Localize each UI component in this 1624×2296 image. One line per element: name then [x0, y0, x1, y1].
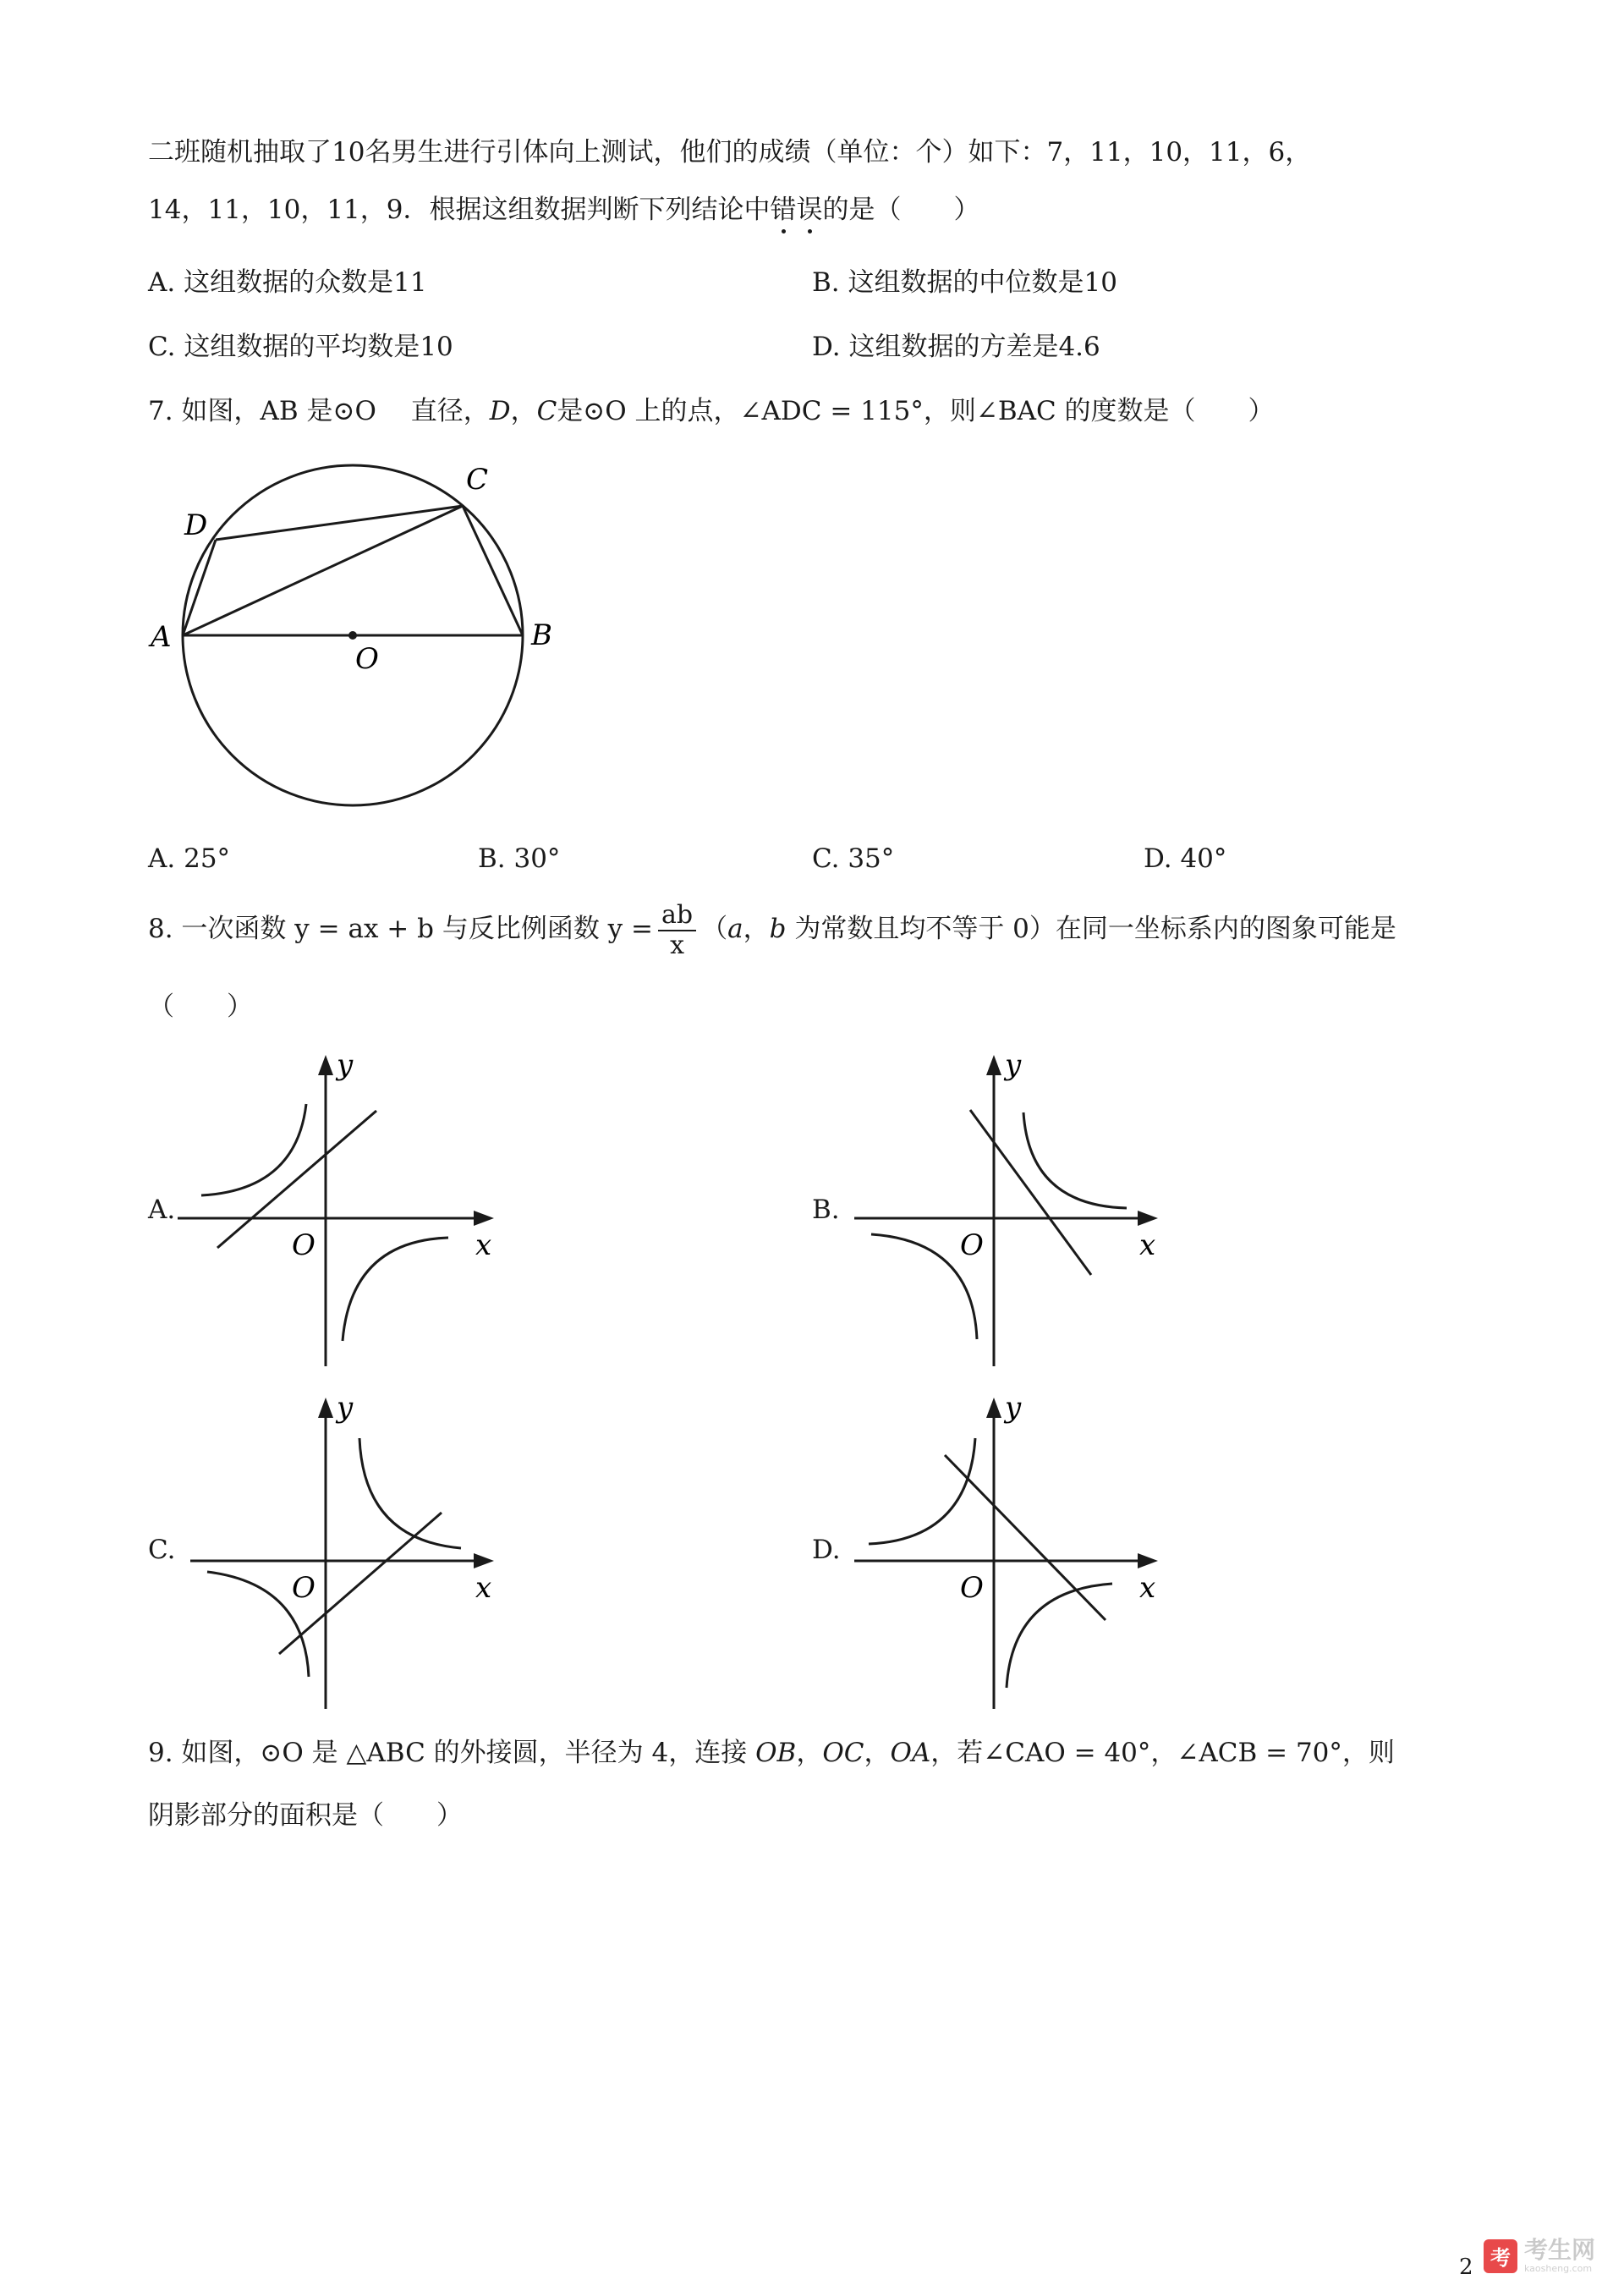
q7-circle-figure [144, 448, 567, 812]
q8-stem [148, 895, 1396, 963]
q9-line2: 阴影部分的面积是（ ） [148, 1800, 463, 1831]
label-o: O [292, 1571, 315, 1605]
hyperbola-branch-right [343, 1238, 448, 1341]
linear-line [970, 1110, 1091, 1275]
q8-stem-comma: ， [743, 914, 770, 944]
q8-option-a-label[interactable]: A. [148, 1195, 176, 1225]
q6-option-c[interactable]: C. 这组数据的平均数是10 [148, 332, 453, 362]
q6-option-b[interactable]: B. 这组数据的中位数是10 [812, 267, 1117, 298]
y-arrow-icon [986, 1398, 1001, 1418]
q8-graph-a[interactable] [169, 1045, 524, 1370]
x-arrow-icon [474, 1211, 494, 1226]
q7-option-b[interactable]: B. 30° [478, 843, 561, 874]
label-x: x [1139, 1571, 1156, 1605]
label-x: x [1139, 1228, 1156, 1262]
q8-stem-open: （ [701, 914, 728, 944]
watermark-text: 考生网 [1523, 2236, 1595, 2264]
fraction-denominator: x [670, 930, 685, 960]
hyperbola-branch-right [1023, 1112, 1127, 1208]
fraction-numerator: ab [658, 901, 696, 931]
q9-stem-a: 9. 如图，⊙O 是 △ABC 的外接圆，半径为 4，连接 [148, 1738, 756, 1768]
q8-graph-b[interactable] [833, 1045, 1188, 1370]
q8-option-c-label[interactable]: C. [148, 1535, 176, 1565]
q9-stem-comma1: ， [796, 1738, 823, 1768]
q7-stem-d: D [489, 396, 511, 426]
q8-stem-rest: 为常数且均不等于 0）在同一坐标系内的图象可能是 [786, 914, 1396, 944]
q7-stem-c: C [536, 396, 557, 426]
label-y: y [337, 1048, 354, 1082]
fraction-ab-over-x [658, 901, 696, 960]
q8-option-b-label[interactable]: B. [812, 1195, 840, 1225]
label-x: x [475, 1228, 492, 1262]
y-arrow-icon [318, 1055, 333, 1075]
q9-stem-rest: ，若∠CAO = 40°，∠ACB = 70°，则 [930, 1738, 1395, 1768]
q6-line2-post: 的是（ ） [822, 195, 980, 225]
label-o: O [355, 642, 379, 676]
q7-stem-a: 7. 如图， [148, 396, 261, 426]
label-o: O [960, 1228, 984, 1262]
q8-paren: （ ） [148, 991, 253, 1022]
q8-stem-var-a: a [727, 914, 743, 944]
emphasis-char: 错 [770, 195, 797, 225]
q7-option-c[interactable]: C. 35° [812, 843, 895, 874]
x-arrow-icon [1138, 1211, 1158, 1226]
q9-stem-oa: OA [890, 1738, 931, 1768]
page-number: 2 [1459, 2255, 1473, 2280]
label-o: O [292, 1228, 315, 1262]
label-y: y [1005, 1391, 1022, 1425]
q7-stem-b: 是⊙O 直径， [306, 396, 490, 426]
label-x: x [475, 1571, 492, 1605]
q6-line2 [148, 193, 980, 227]
watermark-sub: kaosheng.com [1523, 2263, 1593, 2274]
hyperbola-branch-left [201, 1104, 306, 1195]
segment-cb [463, 506, 523, 635]
q9-stem-ob: OB [755, 1738, 797, 1768]
y-arrow-icon [986, 1055, 1001, 1075]
q8-option-d-label[interactable]: D. [812, 1535, 841, 1565]
label-c: C [466, 463, 489, 497]
emphasis-char: 误 [796, 195, 823, 225]
center-point [348, 631, 357, 640]
q9-stem [148, 1736, 1395, 1770]
q7-stem-comma: ， [510, 396, 537, 426]
q7-option-d[interactable]: D. 40° [1144, 843, 1227, 874]
q8-stem-a: 8. 一次函数 y = ax + b 与反比例函数 y = [148, 914, 654, 944]
hyperbola-branch-right [359, 1438, 461, 1548]
q6-line2-pre: 14，11，10，11，9．根据这组数据判断下列结论中 [148, 195, 771, 225]
q7-stem [148, 394, 1275, 428]
label-o: O [960, 1571, 984, 1605]
watermark-logo-icon: 考 [1484, 2239, 1517, 2273]
watermark [1484, 2238, 1595, 2274]
hyperbola-branch-right [1007, 1584, 1112, 1688]
q7-stem-ab: AB [260, 396, 299, 426]
q7-stem-rest: 是⊙O 上的点，∠ADC = 115°，则∠BAC 的度数是（ ） [557, 396, 1275, 426]
x-arrow-icon [474, 1553, 494, 1568]
label-y: y [337, 1391, 354, 1425]
label-d: D [184, 508, 208, 542]
label-y: y [1005, 1048, 1022, 1082]
q9-stem-oc: OC [822, 1738, 864, 1768]
label-a: A [151, 620, 172, 654]
label-b: B [531, 618, 552, 652]
q8-graph-d[interactable] [833, 1387, 1188, 1713]
hyperbola-branch-left [869, 1438, 975, 1544]
q9-stem-comma2: ， [864, 1738, 891, 1768]
q8-stem-var-b: b [769, 914, 787, 944]
q8-graph-c[interactable] [169, 1387, 524, 1713]
q7-option-a[interactable]: A. 25° [148, 843, 231, 874]
linear-line [217, 1111, 376, 1248]
x-arrow-icon [1138, 1553, 1158, 1568]
q6-option-a[interactable]: A. 这组数据的众数是11 [148, 267, 427, 298]
q6-line1: 二班随机抽取了10名男生进行引体向上测试，他们的成绩（单位：个）如下：7，11，10，11，6， [148, 137, 1312, 168]
q6-option-d[interactable]: D. 这组数据的方差是4.6 [812, 332, 1100, 362]
y-arrow-icon [318, 1398, 333, 1418]
